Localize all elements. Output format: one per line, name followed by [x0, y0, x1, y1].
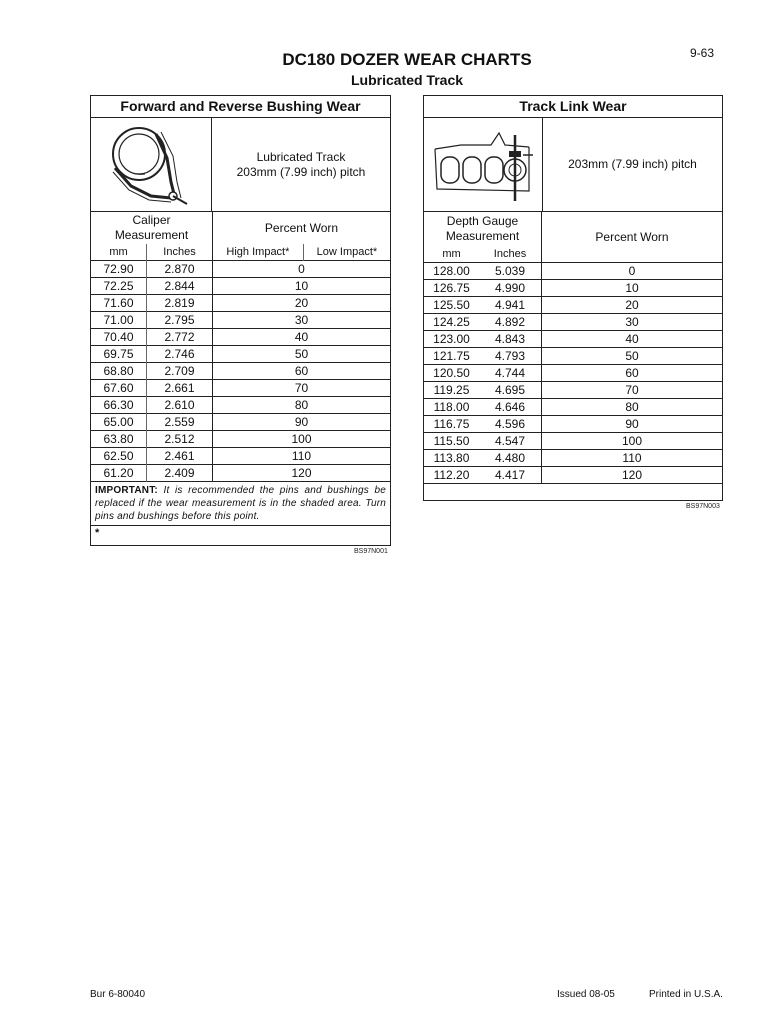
caliper-illustration	[91, 118, 212, 211]
percent-worn-header: Percent Worn	[264, 220, 339, 235]
important-note	[91, 482, 390, 526]
cell-inches: 2.746	[147, 346, 213, 363]
track-link-wear-table	[424, 212, 722, 484]
cell-mm: 72.25	[91, 278, 147, 295]
bushing-wear-panel	[90, 95, 391, 546]
cell-inches: 2.512	[147, 431, 213, 448]
cell-inches: 2.709	[147, 363, 213, 380]
cell-mm: 65.00	[91, 414, 147, 431]
cell-percent-worn: 110	[291, 448, 312, 463]
link-col-inches: Inches	[479, 246, 542, 263]
table-row	[424, 331, 722, 348]
cell-mm: 121.75	[433, 348, 470, 363]
cell-percent-worn: 110	[622, 450, 642, 465]
cell-mm: 123.00	[433, 331, 470, 346]
bushing-description: Lubricated Track 203mm (7.99 inch) pitch	[236, 149, 366, 179]
cell-inches: 4.695	[479, 382, 542, 399]
col-low-impact: Low Impact*	[316, 245, 378, 258]
table-row	[424, 467, 722, 484]
cell-mm: 71.60	[91, 295, 147, 312]
cell-percent-worn: 100	[291, 431, 312, 446]
col-mm: mm	[91, 244, 147, 261]
col-high-impact: High Impact*	[213, 244, 304, 261]
table-row	[91, 346, 390, 363]
cell-percent-worn: 100	[621, 433, 643, 448]
cell-mm: 68.80	[91, 363, 147, 380]
cell-percent-worn: 50	[294, 346, 309, 361]
cell-percent-worn: 120	[291, 465, 312, 480]
footer-issued: Issued 08-05	[557, 989, 615, 1000]
cell-mm: 67.60	[91, 380, 147, 397]
cell-percent-worn: 30	[294, 312, 309, 327]
table-row	[91, 380, 390, 397]
cell-inches: 4.843	[479, 331, 542, 348]
footnote-star: *	[95, 527, 100, 539]
bushing-wear-table	[91, 212, 390, 482]
caliper-header: Caliper Measurement	[91, 212, 213, 244]
cell-mm: 72.90	[91, 261, 147, 278]
cell-mm: 61.20	[91, 465, 147, 482]
col-inches: Inches	[147, 244, 213, 261]
cell-mm: 128.00	[433, 263, 470, 278]
cell-inches: 2.819	[147, 295, 213, 312]
cell-mm: 113.80	[433, 450, 470, 465]
table-row	[424, 280, 722, 297]
link-description: 203mm (7.99 inch) pitch	[568, 157, 697, 171]
cell-percent-worn: 70	[294, 380, 309, 395]
table-row	[91, 431, 390, 448]
figure-code-link: BS97N003	[686, 503, 720, 510]
cell-inches: 2.610	[147, 397, 213, 414]
cell-inches: 4.793	[479, 348, 542, 365]
page-title: DC180 DOZER WEAR CHARTS	[282, 50, 532, 69]
cell-mm: 125.50	[433, 297, 470, 312]
cell-mm: 118.00	[433, 399, 470, 414]
cell-inches: 2.461	[147, 448, 213, 465]
cell-inches: 2.559	[147, 414, 213, 431]
cell-percent-worn: 80	[625, 399, 639, 414]
cell-mm: 116.75	[433, 416, 470, 431]
cell-inches: 4.417	[479, 467, 542, 484]
page-subtitle: Lubricated Track	[350, 72, 464, 88]
cell-percent-worn: 30	[625, 314, 639, 329]
cell-inches: 4.646	[479, 399, 542, 416]
cell-mm: 62.50	[91, 448, 147, 465]
cell-percent-worn: 60	[294, 363, 309, 378]
table-row	[424, 365, 722, 382]
footer-printed: Printed in U.S.A.	[649, 989, 723, 1000]
cell-percent-worn: 90	[294, 414, 309, 429]
bushing-figure-row	[91, 118, 390, 212]
table-row	[91, 329, 390, 346]
cell-inches: 2.772	[147, 329, 213, 346]
cell-percent-worn: 120	[621, 467, 643, 482]
cell-percent-worn: 10	[625, 280, 639, 295]
cell-mm: 126.75	[433, 280, 470, 295]
cell-mm: 112.20	[433, 467, 470, 482]
footer-doc-number: Bur 6-80040	[90, 989, 146, 1000]
table-row	[91, 261, 390, 278]
table-row	[91, 295, 390, 312]
cell-percent-worn: 40	[625, 331, 639, 346]
link-percent-worn-header: Percent Worn	[595, 229, 669, 244]
table-row	[424, 297, 722, 314]
cell-inches: 4.941	[479, 297, 542, 314]
cell-inches: 2.870	[147, 261, 213, 278]
table-row	[424, 314, 722, 331]
cell-mm: 66.30	[91, 397, 147, 414]
cell-mm: 124.25	[433, 314, 470, 329]
cell-inches: 4.547	[479, 433, 542, 450]
cell-percent-worn: 20	[625, 297, 639, 312]
cell-mm: 69.75	[91, 346, 147, 363]
important-text: It is recommended the pins and bushings be replaced if the wear measurement is in the shaded area. Turn pins and bushings before this point.	[95, 485, 386, 522]
cell-percent-worn: 70	[625, 382, 639, 397]
cell-percent-worn: 0	[298, 261, 305, 276]
cell-inches: 2.795	[147, 312, 213, 329]
cell-mm: 70.40	[91, 329, 147, 346]
table-row	[424, 450, 722, 467]
cell-inches: 4.480	[479, 450, 542, 467]
cell-mm: 115.50	[433, 433, 470, 448]
link-figure-row	[424, 118, 722, 212]
cell-percent-worn: 10	[294, 278, 309, 293]
cell-inches: 2.844	[147, 278, 213, 295]
table-row	[424, 416, 722, 433]
cell-percent-worn: 50	[625, 348, 639, 363]
track-link-wear-title: Track Link Wear	[424, 96, 722, 118]
table-row	[91, 397, 390, 414]
figure-code-bushing: BS97N001	[354, 548, 388, 555]
important-label: IMPORTANT:	[95, 485, 158, 496]
table-row	[91, 363, 390, 380]
cell-mm: 63.80	[91, 431, 147, 448]
cell-percent-worn: 90	[625, 416, 639, 431]
track-link-wear-panel	[423, 95, 723, 501]
table-row	[91, 414, 390, 431]
cell-inches: 4.744	[479, 365, 542, 382]
table-row	[424, 348, 722, 365]
depth-gauge-illustration	[424, 118, 543, 211]
cell-percent-worn: 40	[294, 329, 309, 344]
bushing-wear-title: Forward and Reverse Bushing Wear	[91, 96, 390, 118]
link-col-mm: mm	[442, 247, 461, 260]
cell-inches: 5.039	[479, 263, 542, 280]
cell-mm: 120.50	[433, 365, 470, 380]
cell-inches: 2.661	[147, 380, 213, 397]
table-row	[91, 465, 390, 482]
cell-inches: 4.892	[479, 314, 542, 331]
table-row	[91, 278, 390, 295]
cell-percent-worn: 60	[625, 365, 639, 380]
page-number: 9-63	[690, 46, 715, 60]
cell-percent-worn: 20	[294, 295, 309, 310]
table-row	[424, 382, 722, 399]
cell-mm: 119.25	[433, 382, 470, 397]
cell-inches: 4.596	[479, 416, 542, 433]
depth-gauge-header: Depth Gauge Measurement	[424, 212, 542, 246]
cell-mm: 71.00	[91, 312, 147, 329]
table-row	[424, 399, 722, 416]
cell-inches: 4.990	[479, 280, 542, 297]
cell-percent-worn: 80	[294, 397, 309, 412]
table-row	[91, 448, 390, 465]
table-row	[424, 433, 722, 450]
table-row	[424, 263, 722, 280]
cell-percent-worn: 0	[628, 263, 636, 278]
cell-inches: 2.409	[147, 465, 213, 482]
table-row	[91, 312, 390, 329]
